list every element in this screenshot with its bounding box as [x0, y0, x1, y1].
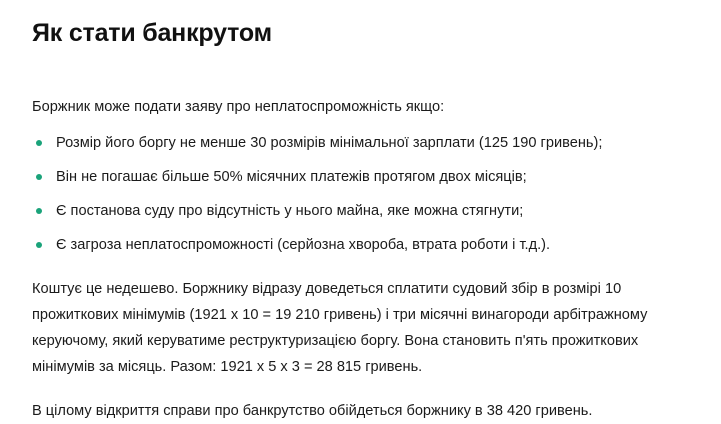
list-item-text: Розмір його боргу не менше 30 розмірів мінімальної зарплати (125 190 гривень); — [56, 135, 603, 151]
list-item-text: Є постанова суду про відсутність у нього майна, яке можна стягнути; — [56, 203, 524, 219]
list-item-text: Він не погашає більше 50% місячних платежів протягом двох місяців; — [56, 169, 527, 185]
bullet-dot-icon — [36, 174, 42, 180]
list-item — [32, 132, 693, 154]
list-item — [32, 166, 693, 188]
intro-paragraph: Боржник може подати заяву про неплатоспроможність якщо: — [32, 99, 445, 115]
bullet-dot-icon — [36, 242, 42, 248]
page-title: Як стати банкрутом — [32, 19, 272, 47]
bullet-dot-icon — [36, 208, 42, 214]
cost-paragraph: Коштує це недешево. Боржнику відразу доведеться сплатити судовий збір в розмірі 10 прожиткових мінімумів (1921 х 10 = 19 210 гривень) і три місячні винагороди арбітражному керуючому, який керуватиме реструктуризацією боргу. Вона становить п'ять прожиткових мінімумів за місяць. Разом: 1921 х 5 х 3 = 28 815 гривень. — [32, 281, 648, 375]
summary-paragraph: В цілому відкриття справи про банкрутство обійдеться боржнику в 38 420 гривень. — [32, 403, 593, 419]
conditions-list — [32, 132, 693, 256]
list-item — [32, 200, 693, 222]
list-item — [32, 234, 693, 256]
bullet-dot-icon — [36, 140, 42, 146]
list-item-text: Є загроза неплатоспроможності (серйозна хвороба, втрата роботи і т.д.). — [56, 237, 551, 253]
